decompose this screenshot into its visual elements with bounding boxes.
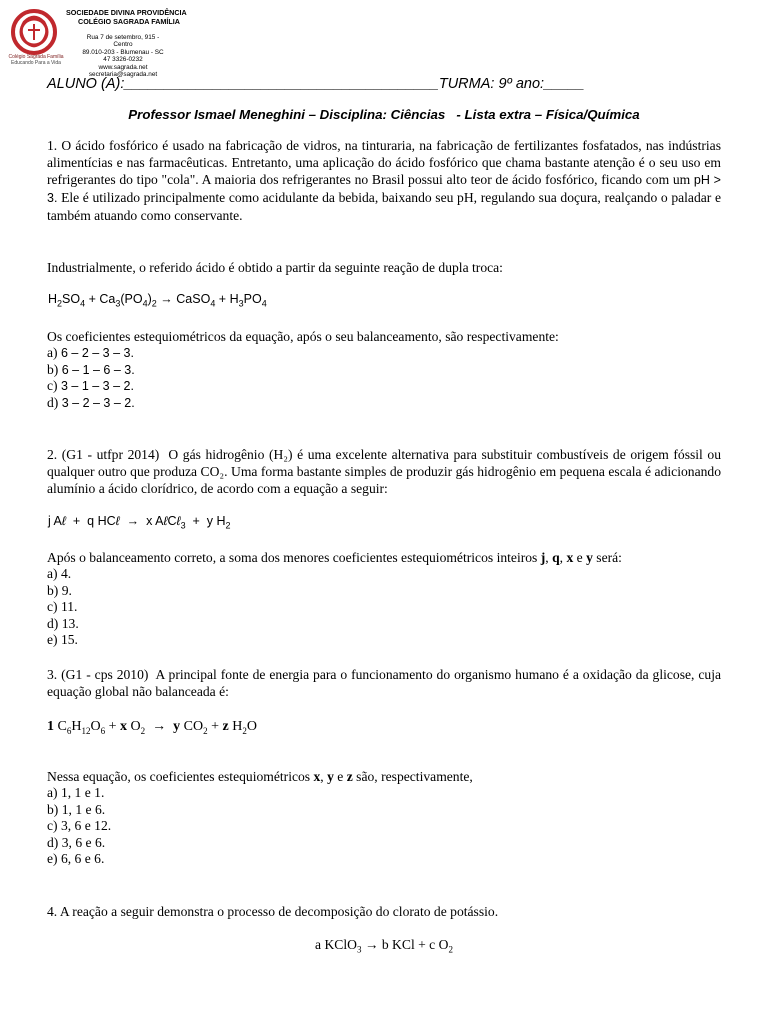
- professor-line: Professor Ismael Meneghini – Disciplina: Ciências - Lista extra – Física/Química: [128, 107, 640, 122]
- student-line: ALUNO (A):_______________________________________TURMA: 9º ano:_____: [47, 76, 585, 92]
- q1-equation: $H_2SO_4 + Ca_3(PO_4)_2$ → CaSO$_4$ + $H_3PO_4$: [48, 292, 267, 309]
- q3-option-d[interactable]: d) 3, 6 e 6.: [47, 834, 106, 850]
- q2-equation: j Aℓ + q HCℓ → x AℓCℓ$_3$ + y $H_2$: [48, 514, 231, 531]
- option-letter: d): [47, 394, 59, 410]
- q1-intro-text-2: Ele é utilizado principalmente como acidulante da bebida, baixando seu pH, regulando sua doçura, realçando o paladar e também atuando como conservante.: [47, 190, 721, 223]
- q3-intro: [47, 666, 721, 700]
- q3-equation: 1 $C_6H_{12}O_6 + x$ $O_2 \to y$ $CO_2 + z$ $H_2O$: [47, 719, 257, 736]
- option-letter: a): [47, 345, 58, 360]
- q3-question-end: são, respectivamente,: [352, 769, 473, 784]
- school-line2: COLÉGIO SAGRADA FAMÍLIA: [78, 17, 180, 26]
- q3-question: Nessa equação, os coeficientes estequiométricos x, y e z são, respectivamente,: [47, 769, 473, 784]
- q1-industrial: Industrialmente, o referido ácido é obtido a partir da seguinte reação de dupla troca:: [47, 260, 503, 275]
- q2-source: (G1 - utfpr 2014): [61, 447, 160, 462]
- q1-option-a[interactable]: [47, 345, 135, 362]
- q1-option-b[interactable]: [47, 362, 135, 379]
- q2-option-a[interactable]: a) 4.: [47, 566, 72, 581]
- q1-intro-text: 1. O ácido fosfórico é usado na fabricação de vidros, na tinturaria, na fabricação de fertilizantes fosfatados, nas indústrias alimentícias e nas farmacêuticas. Entretanto, uma aplicação do ácido fosfórico que chama bastante atenção é o seu uso em refrigerantes do tipo "cola". A maioria dos refrigerantes no Brasil possui alto teor de ácido fosfórico, ficando com um: [47, 138, 721, 187]
- q3-option-b[interactable]: b) 1, 1 e 6.: [47, 801, 106, 817]
- q1-intro: [47, 137, 721, 224]
- q2-number: 2.: [47, 447, 58, 462]
- q1-option-c[interactable]: [47, 378, 135, 395]
- school-name: [66, 8, 187, 26]
- option-value: 3 – 1 – 3 – 2.: [60, 379, 134, 394]
- logo-caption: [4, 54, 68, 66]
- q3-intro-text: A principal fonte de energia para o funcionamento do organismo humano é a oxidação da glicose, cuja equação global não balanceada é:: [47, 667, 722, 699]
- q4-equation: a KClO$_3$ → b KCl + c $O_2$: [315, 937, 453, 955]
- logo-motto: Educando Para a Vida: [11, 60, 61, 66]
- q4-intro: 4. A reação a seguir demonstra o processo de decomposição do clorato de potássio.: [47, 904, 499, 919]
- option-value: 3 – 2 – 3 – 2.: [61, 395, 135, 410]
- q2-intro-text: O gás hidrogênio (H₂) é uma excelente alternativa para substituir combustíveis de origem fóssil ou qualquer outro que produza CO₂. Uma forma bastante simples de produzir gás hidrogênio em pequena escala é adicionando alumínio a ácido clorídrico, de acordo com a equação a seguir:: [47, 447, 721, 496]
- option-letter: b): [47, 361, 59, 377]
- q3-source: (G1 - cps 2010): [61, 667, 149, 682]
- q2-question-end: será:: [592, 550, 622, 565]
- address-line: 89.010-203 - Blumenau - SC: [82, 48, 164, 56]
- q1-question: Os coeficientes estequiométricos da equação, após o seu balanceamento, são respectivamente:: [47, 329, 559, 344]
- q3-options: [47, 785, 111, 868]
- option-letter: c): [47, 378, 58, 394]
- school-address: [78, 34, 168, 78]
- q2-option-e[interactable]: e) 15.: [47, 632, 78, 648]
- q3-option-c[interactable]: c) 3, 6 e 12.: [47, 818, 112, 834]
- logo-caption-text: Colégio Sagrada Família: [8, 54, 64, 60]
- address-line: secretaria@sagrada.net: [88, 71, 158, 79]
- q2-var-j: j: [540, 550, 546, 565]
- q2-question: Após o balanceamento correto, a soma dos menores coeficientes estequiométricos inteiros j, q, x e y será:: [47, 550, 622, 565]
- q2-var-y: y: [586, 550, 593, 565]
- q1-options: [47, 345, 135, 411]
- address-line: 47 3326-0232 www.sagrada.net: [98, 56, 148, 71]
- address-line: Rua 7 de setembro, 915 - Centro: [86, 34, 160, 49]
- q2-question-text: Após o balanceamento correto, a soma dos menores coeficientes estequiométricos inteiros: [47, 550, 541, 565]
- q2-var-x: x: [566, 550, 574, 565]
- option-value: 6 – 2 – 3 – 3.: [60, 346, 134, 360]
- q3-number: 3.: [47, 667, 58, 682]
- q3-option-e[interactable]: e) 6, 6 e 6.: [47, 851, 105, 867]
- q2-options: [47, 566, 79, 649]
- q2-var-q: q: [552, 550, 560, 565]
- q2-intro: [47, 446, 721, 497]
- q1-option-d[interactable]: [47, 395, 135, 412]
- q1-ph-value: pH > 3.: [47, 173, 721, 205]
- q2-option-c[interactable]: c) 11.: [47, 599, 78, 615]
- q2-option-d[interactable]: d) 13.: [47, 615, 79, 631]
- school-line1: SOCIEDADE DIVINA PROVIDÊNCIA: [66, 8, 187, 17]
- option-value: 6 – 1 – 6 – 3.: [61, 362, 135, 377]
- q3-option-a[interactable]: a) 1, 1 e 1.: [47, 785, 105, 800]
- q3-question-text: Nessa equação, os coeficientes estequiométricos: [47, 769, 314, 784]
- q2-option-b[interactable]: b) 9.: [47, 582, 72, 598]
